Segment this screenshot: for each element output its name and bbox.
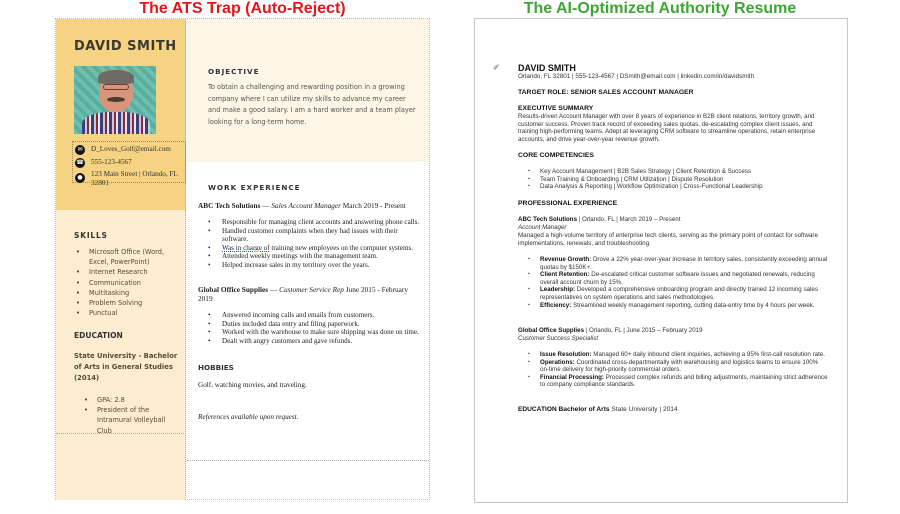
edit-pen-icon: ✐ xyxy=(493,63,500,72)
list-item: ▪ Leadership: Developed a comprehensive onboarding program and directly trained 12 incoming sales representatives on system operations and sales methodologies. xyxy=(518,286,828,301)
list-item: ▪ Key Account Management | B2B Sales Strategy | Client Retention & Success xyxy=(518,168,828,176)
ai-optimized-heading: The AI-Optimized Authority Resume xyxy=(523,0,797,17)
job-description: Managed a high-volume territory of enterprise tech clients, serving as the primary point of contact for software implementations, renewals, and troubleshooting. xyxy=(518,232,818,247)
job-header: ABC Tech Solutions | Orlando, FL | March 2019 – Present xyxy=(518,216,681,223)
list-item: ▪ Operations: Coordinated cross-departmentally with warehousing and logistics teams to ensure 100% on-time delivery for high-priority commercial orders. xyxy=(518,359,828,374)
job-title: Account Manager xyxy=(518,224,567,231)
contact-address: ● 123 Main Street | Orlando, FL 32801 xyxy=(73,170,185,188)
list-item: • Communication xyxy=(76,278,180,288)
list-item: • Helped increase sales in my territory over the years. xyxy=(208,261,422,270)
objective-heading: OBJECTIVE xyxy=(208,67,260,76)
core-competencies-heading: CORE COMPETENCIES xyxy=(518,152,594,159)
divider xyxy=(187,460,429,461)
contact-email: ✉ D_Loves_Golf@email.com xyxy=(73,145,171,155)
list-item: • GPA: 2.8 xyxy=(84,395,180,405)
target-role: TARGET ROLE: SENIOR SALES ACCOUNT MANAGER xyxy=(518,89,694,96)
list-item: ▪ Data Analysis & Reporting | Workflow Optimization | Cross-Functional Leadership xyxy=(518,183,828,191)
list-item: • Duties included data entry and filing paperwork. xyxy=(208,320,422,329)
envelope-icon: ✉ xyxy=(75,145,85,155)
candidate-name: DAVID SMITH xyxy=(518,63,576,73)
list-item: ▪ Revenue Growth: Drove a 22% year-over-year increase in territory sales, consistently exceeding annual quotas by $150K+. xyxy=(518,256,828,271)
hobbies-text: Golf, watching movies, and traveling. xyxy=(198,381,307,389)
list-item: • Handled customer complaints when they had issues with their software. xyxy=(208,227,422,244)
work-experience-heading: WORK EXPERIENCE xyxy=(208,183,301,192)
portrait-photo-icon xyxy=(74,66,156,134)
job-header: Global Office Supplies | Orlando, FL | June 2015 – February 2019 xyxy=(518,327,703,334)
hobbies-heading: HOBBIES xyxy=(198,363,234,372)
executive-summary-heading: EXECUTIVE SUMMARY xyxy=(518,105,594,112)
skills-list xyxy=(76,247,180,318)
job-duties-list xyxy=(208,218,422,270)
job-header: Global Office Supplies — Customer Service Rep June 2015 - February 2019 xyxy=(198,285,408,303)
list-item: • Punctual xyxy=(76,308,180,318)
list-item: • Attended weekly meetings with the management team. xyxy=(208,252,422,261)
ats-trap-heading: The ATS Trap (Auto-Reject) xyxy=(139,0,346,17)
job-duties-list xyxy=(208,311,422,345)
list-item: • President of the Intramural Volleyball Club xyxy=(84,405,180,436)
list-item: ▪ Team Training & Onboarding | CRM Utilization | Dispute Resolution xyxy=(518,176,828,184)
job-header: ABC Tech Solutions — Sales Account Manager March 2019 - Present xyxy=(198,201,406,210)
candidate-name: DAVID SMITH xyxy=(74,39,177,54)
contact-line: Orlando, FL 32801 | 555-123-4567 | DSmith@email.com | linkedin.com/in/davidsmith xyxy=(518,73,755,80)
list-item: • Internet Research xyxy=(76,267,180,277)
education-heading: EDUCATION xyxy=(74,331,123,340)
ats-trap-resume xyxy=(55,18,430,500)
references-text: References available upon request. xyxy=(198,413,299,421)
list-item: • Was in charge of training new employees on the computer systems. xyxy=(208,244,422,253)
skills-heading: SKILLS xyxy=(74,231,108,240)
list-item: • Problem Solving xyxy=(76,298,180,308)
executive-summary-text: Results-driven Account Manager with over 8 years of experience in B2B client relations, territory growth, and customer success. Proven track record of exceeding sales quotas, de-escalating complex client issues, and training high-performing teams. Adept at leveraging CRM software to streamline operations, retain enterprise accounts, and drive year-over-year revenue growth. xyxy=(518,113,816,143)
achievements-list xyxy=(518,351,828,389)
list-item: • Multitasking xyxy=(76,288,180,298)
ai-optimized-resume xyxy=(474,18,848,503)
achievements-list xyxy=(518,256,828,309)
list-item: • Dealt with angry customers and gave refunds. xyxy=(208,337,422,346)
contact-phone: ☎ 555-123-4567 xyxy=(76,158,132,166)
education-title: State University - Bachelor of Arts in General Studies (2014) xyxy=(74,352,178,382)
list-item: ▪ Client Retention: De-escalated critical customer software issues and negotiated renewals, reducing overall account churn by 15%. xyxy=(518,271,828,286)
education-line: EDUCATION Bachelor of Arts State University | 2014 xyxy=(518,406,678,413)
divider xyxy=(56,433,186,434)
job-title: Customer Success Specialist xyxy=(518,335,599,342)
list-item: • Microsoft Office (Word, Excel, PowerPoint) xyxy=(76,247,180,267)
list-item: ▪ Financial Processing: Processed complex refunds and billing adjustments, maintaining strict adherence to company compliance standards. xyxy=(518,374,828,389)
list-item: ▪ Efficiency: Streamlined weekly management reporting, cutting data-entry time by 4 hours per week. xyxy=(518,302,828,310)
location-pin-icon: ● xyxy=(75,173,85,183)
list-item: ▪ Issue Resolution: Managed 60+ daily inbound client inquiries, achieving a 95% first-call resolution rate. xyxy=(518,351,828,359)
competencies-list xyxy=(518,168,828,191)
phone-icon: ☎ xyxy=(76,159,84,166)
list-item: • Responsible for managing client accounts and answering phone calls. xyxy=(208,218,422,227)
objective-text: To obtain a challenging and rewarding position in a growing company where I can utilize my skills to advance my career and make a good salary. I am a hard worker and a team player looking for a long-term home. xyxy=(208,83,416,126)
contact-table xyxy=(72,141,186,187)
list-item: • Answered incoming calls and emails from customers. xyxy=(208,311,422,320)
list-item: • Worked with the warehouse to make sure shipping was done on time. xyxy=(208,328,422,337)
education-list xyxy=(84,395,180,436)
professional-experience-heading: PROFESSIONAL EXPERIENCE xyxy=(518,200,618,207)
